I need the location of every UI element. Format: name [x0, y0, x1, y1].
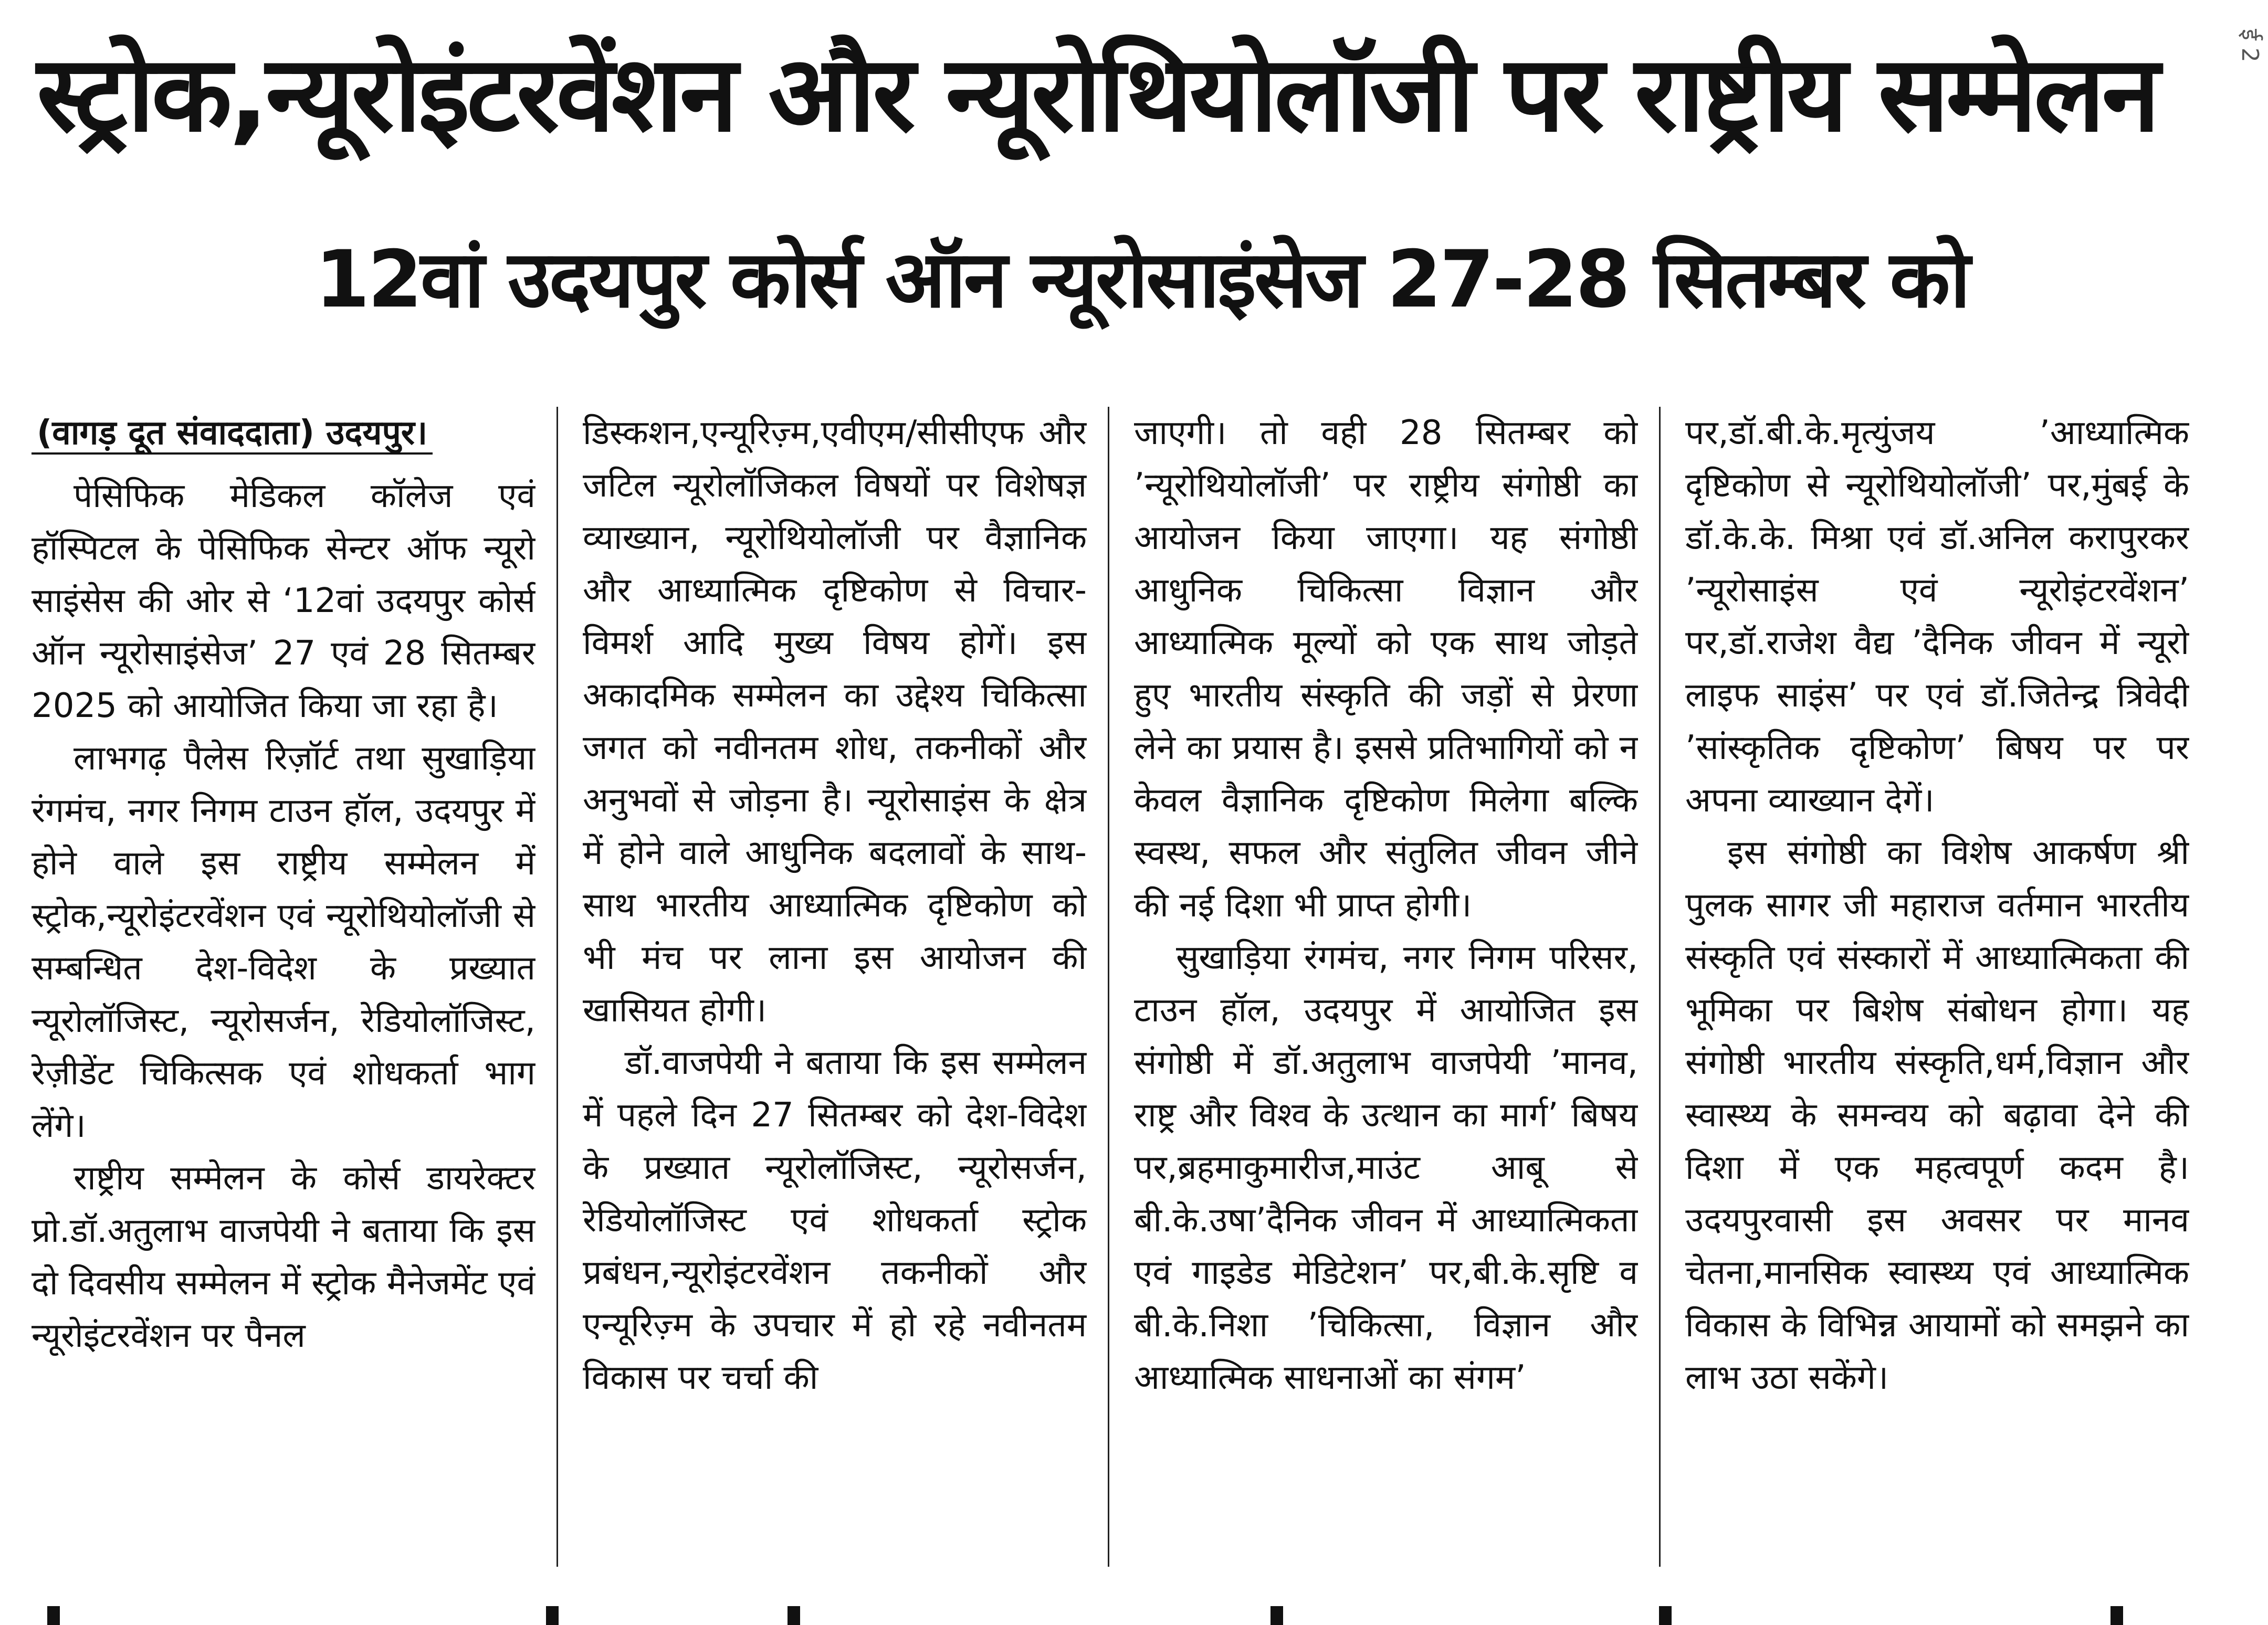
paragraph: लाभगढ़ पैलेस रिज़ॉर्ट तथा सुखाड़िया रंगमंच, नगर निगम टाउन हॉल, उदयपुर में होने वाले इस राष्ट्रीय सम्मेलन में स्ट्रोक,न्यूरोइंटरवेंशन एवं न्यूरोथियोलॉजी से सम्बन्धित देश-विदेश के प्रख्यात न्यूरोलॉजिस्ट, न्यूरोसर्जन, रेडियोलॉजिस्ट, रेज़ीडेंट चिकित्सक एवं शोधकर्ता भाग लेंगे। [32, 739, 536, 1145]
text-fragment [1270, 1606, 1283, 1625]
column-divider [1659, 407, 1661, 1567]
headline: स्ट्रोक,न्यूरोइंटरवेंशन और न्यूरोथियोलॉजी पर राष्ट्रीय सम्मेलन [37, 33, 2157, 155]
text-fragment [788, 1606, 800, 1625]
paragraph: पेसिफिक मेडिकल कॉलेज एवं हॉस्पिटल के पेसिफिक सेन्टर ऑफ न्यूरो साइंसेस की ओर से ‘12वां उदयपुर कोर्स ऑन न्यूरोसाइंसेज’ 27 एवं 28 सितम्बर 2025 को आयोजित किया जा रहा है। [32, 477, 536, 725]
text-fragment [546, 1606, 559, 1625]
article-column-2 [583, 407, 1087, 1567]
article-column-1 [32, 407, 536, 1567]
subheadline: 12वां उदयपुर कोर्स ऑन न्यूरोसाइंसेज 27-28 सितम्बर को [315, 234, 1969, 325]
column-divider [556, 407, 558, 1567]
paragraph: इस संगोष्ठी का विशेष आकर्षण श्री पुलक सागर जी महाराज वर्तमान भारतीय संस्कृति एवं संस्कारों में आध्यात्मिकता की भूमिका पर बिशेष संबोधन होगा। यह संगोष्ठी भारतीय संस्कृति,धर्म,विज्ञान और स्वास्थ्य के समन्वय को बढ़ावा देने की दिशा में एक महत्वपूर्ण कदम है। उदयपुरवासी इस अवसर पर मानव चेतना,मानसिक स्वास्थ्य एवं आध्यात्मिक विकास के विभिन्न आयामों को समझने का लाभ उठा सकेंगे। [1685, 833, 2189, 1397]
paragraph: डिस्कशन,एन्यूरिज़्म,एवीएम/सीसीएफ और जटिल न्यूरोलॉजिकल विषयों पर विशेषज्ञ व्याख्यान, न्यूरोथियोलॉजी पर वैज्ञानिक और आध्यात्मिक दृष्टिकोण से विचार-विमर्श आदि मुख्य विषय होगें। इस अकादमिक सम्मेलन का उद्देश्य चिकित्सा जगत को नवीनतम शोध, तकनीकों और अनुभवों से जोड़ना है। न्यूरोसाइंस के क्षेत्र में होने वाले आधुनिक बदलावों के साथ-साथ भारतीय आध्यात्मिक दृष्टिकोण को भी मंच पर लाना इस आयोजन की खासियत होगी। [583, 414, 1087, 1030]
adjacent-column-fragment: ई 2 [2236, 29, 2263, 62]
paragraph: पर,डॉ.बी.के.मृत्युंजय ’आध्यात्मिक दृष्टिकोण से न्यूरोथियोलॉजी’ पर,मुंबई के डॉ.के.के. मिश्रा एवं डॉ.अनिल करापुरकर ’न्यूरोसाइंस एवं न्यूरोइंटरवेंशन’ पर,डॉ.राजेश वैद्य ’दैनिक जीवन में न्यूरो लाइफ साइंस’ पर एवं डॉ.जितेन्द्र त्रिवेदी ’सांस्कृतिक दृष्टिकोण’ बिषय पर पर अपना व्याख्यान देगें। [1685, 414, 2189, 820]
paragraph: राष्ट्रीय सम्मेलन के कोर्स डायरेक्टर प्रो.डॉ.अतुलाभ वाजपेयी ने बताया कि इस दो दिवसीय सम्मेलन में स्ट्रोक मैनेजमेंट एवं न्यूरोइंटरवेंशन पर पैनल [32, 1159, 536, 1355]
text-fragment [2110, 1606, 2123, 1625]
text-fragment [1659, 1606, 1672, 1625]
paragraph: जाएगी। तो वही 28 सितम्बर को ’न्यूरोथियोलॉजी’ पर राष्ट्रीय संगोष्ठी का आयोजन किया जाएगा। यह संगोष्ठी आधुनिक चिकित्सा विज्ञान और आध्यात्मिक मूल्यों को एक साथ जोड़ते हुए भारतीय संस्कृति की जड़ों से प्रेरणा लेने का प्रयास है। इससे प्रतिभागियों को न केवल वैज्ञानिक दृष्टिकोण मिलेगा बल्कि स्वस्थ, सफल और संतुलित जीवन जीने की नई दिशा भी प्राप्त होगी। [1134, 414, 1638, 925]
paragraph: सुखाड़िया रंगमंच, नगर निगम परिसर, टाउन हॉल, उदयपुर में आयोजित इस संगोष्ठी में डॉ.अतुलाभ वाजपेयी ’मानव, राष्ट्र और विश्व के उत्थान का मार्ग’ बिषय पर,ब्रहमाकुमारीज,माउंट आबू से बी.के.उषा’दैनिक जीवन में आध्यात्मिकता एवं गाइडेड मेडिटेशन’ पर,बी.के.सृष्टि व बी.के.निशा ’चिकित्सा, विज्ञान और आध्यात्मिक साधनाओं का संगम’ [1134, 938, 1638, 1397]
article-column-3 [1134, 407, 1638, 1567]
article-column-4 [1685, 407, 2189, 1567]
paragraph: डॉ.वाजपेयी ने बताया कि इस सम्मेलन में पहले दिन 27 सितम्बर को देश-विदेश के प्रख्यात न्यूरोलॉजिस्ट, न्यूरोसर्जन, रेडियोलॉजिस्ट एवं शोधकर्ता स्ट्रोक प्रबंधन,न्यूरोइंटरवेंशन तकनीकों और एन्यूरिज़्म के उपचार में हो रहे नवीनतम विकास पर चर्चा की [583, 1043, 1087, 1397]
next-article-edge [0, 1596, 2268, 1625]
column-divider [1108, 407, 1109, 1567]
text-fragment [47, 1606, 60, 1625]
byline-text: (वागड़ दूत संवाददाता) उदयपुर। [32, 414, 433, 455]
byline [32, 407, 536, 459]
